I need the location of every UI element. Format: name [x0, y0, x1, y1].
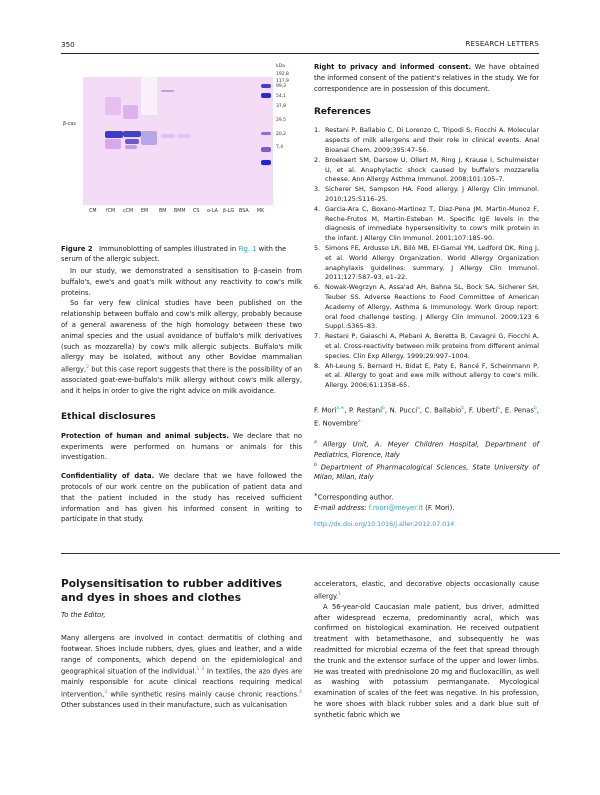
reference-text: Restani P, Gaiaschi A, Plebani A, Beretta B, Cavagni G, Fiocchi A, et al. Cross-reactivity between milk proteins from different animal species. Clin Exp Allergy. 1999;29:997–1004.	[325, 332, 539, 360]
email-link[interactable]: f.mori@meyer.it	[368, 503, 424, 512]
author-name: E. Novembre	[314, 419, 358, 428]
band	[123, 105, 138, 119]
lane-label: BMM	[174, 209, 186, 214]
author-affil-mark[interactable]: b	[461, 405, 465, 411]
author-affil-mark[interactable]: b	[381, 405, 385, 411]
reference-number: 7.	[314, 332, 321, 341]
citation-link[interactable]: 4	[299, 690, 302, 696]
lane-label: CM	[89, 209, 97, 214]
email-line	[314, 503, 539, 514]
kda-marker: 20,2	[276, 132, 287, 137]
figure-caption	[61, 244, 302, 264]
reference-item	[314, 362, 539, 391]
affiliations	[314, 438, 539, 483]
affiliation	[314, 438, 539, 460]
left-column	[61, 266, 302, 525]
reference-number: 5.	[314, 243, 321, 252]
references-list	[314, 126, 539, 391]
band	[141, 131, 157, 145]
band	[261, 84, 271, 88]
paragraph-text: while synthetic resins mainly cause chronic reactions.	[107, 690, 300, 699]
section-title: Ethical disclosures	[61, 411, 156, 422]
band	[125, 145, 137, 149]
lane-label: MK	[257, 209, 265, 214]
reference-item	[314, 205, 539, 244]
band	[261, 147, 271, 152]
page-header	[61, 40, 539, 54]
band	[161, 90, 174, 92]
references-title: References	[314, 107, 371, 118]
beta-casein-label: β-cas	[63, 122, 76, 127]
citation-link[interactable]: 3	[104, 690, 108, 696]
paragraph	[61, 471, 302, 525]
immunoblot-figure	[63, 62, 302, 252]
lane-label: cCM	[123, 209, 134, 214]
lane-label: fCM	[106, 209, 116, 214]
author-name: E. Penas	[504, 406, 535, 415]
band	[105, 97, 121, 115]
band	[141, 77, 157, 115]
author-affil-mark[interactable]: b	[534, 405, 537, 411]
reference-item	[314, 244, 539, 283]
band	[105, 131, 123, 138]
paragraph	[61, 298, 302, 396]
reference-number: 6.	[314, 283, 321, 292]
affiliation	[314, 461, 539, 483]
correspondence	[314, 491, 539, 513]
salutation: To the Editor,	[61, 611, 106, 619]
paragraph	[314, 62, 539, 94]
kda-marker: 99,3	[276, 84, 287, 89]
kda-marker: 37,8	[276, 104, 287, 109]
reference-number: 2.	[314, 155, 321, 164]
reference-text: Garcia-Ara C, Boxano-Martinez T, Diaz-Pena JM, Martin-Munoz F, Reche-Frutos M, Martin-Esteban M. Specific IgE levels in the diagnosis of immediate hypersensitivity to cow's milk protein in the infant. J Allergy Clin Immunol. 2001;107:185–90.	[325, 204, 539, 243]
paragraph-text: We declare that we have followed the protocols of our work centre on the publication of patient data and that the patient included in the study has received sufficient information and has given his informed consent in writing to participate in that study.	[61, 472, 302, 524]
author-affil-mark[interactable]: a	[417, 405, 420, 411]
citation-link[interactable]: 2	[86, 365, 89, 371]
caption-text: with the serum of the allergic subject.	[61, 245, 287, 263]
reference-item	[314, 332, 539, 361]
reference-item	[314, 126, 539, 155]
reference-text: Broekaert SM, Darsow U, Ollert M, Ring J, Krause I, Schulmeister U, et al. Anaphylactic shock caused by buffalo's mozzarella cheese. Ann Allergy Asthma Immunol. 2008;101:105–7.	[325, 155, 539, 184]
right-column	[314, 62, 539, 531]
lane-label: β-LG	[223, 209, 235, 214]
reference-text: Simons FE, Ardusso LR, Bilò MB, El-Gamal YM, Ledford DK, Ring J, et al. World Allergy Organization. World Allergy Organization anaphylaxis guidelines: summary. J Allergy Clin Immunol. 2011;127:587–93, e1–22.	[325, 243, 539, 282]
paragraph-text: In textiles, the azo dyes are mainly responsible for acute clinical reactions requiring medical intervention,	[61, 667, 302, 699]
kda-marker: 54,1	[276, 94, 287, 99]
paragraph-text: We have obtained the informed consent of the patient's relatives in the study. We for correspondence are in possession of this document.	[314, 63, 539, 93]
article2-left-column	[61, 633, 302, 711]
corresponding-text: Corresponding author.	[317, 493, 394, 502]
paragraph	[61, 431, 302, 463]
author-list: F. Mori$^{a,∗}$, P. Restani$^b$, N. Pucci$^a$, C. Ballabio$^b$, F. Uberti$^b$, E. Penas$^b$, E. Novembre$^a$	[314, 405, 540, 428]
band	[161, 134, 175, 138]
paragraph-label: Right to privacy and informed consent.	[314, 63, 472, 71]
affiliation-mark: b	[314, 462, 317, 468]
lane-label: BM	[159, 209, 167, 214]
reference-item	[314, 283, 539, 332]
reference-text: Nowak-Wegrzyn A, Assa'ad AH, Bahna SL, Bock SA, Sicherer SH, Teuber SS. Adverse Reactions to Food Committee of American Academy of Allergy, Asthma & Immunology. Work Group report: oral food challenge testing. J Allergy Clin Immunol. 2009;123 6 Suppl.:S365–83.	[325, 283, 539, 331]
paragraph-label: Protection of human and animal subjects.	[61, 431, 229, 440]
lane-label: CS	[193, 209, 200, 214]
band	[261, 132, 271, 135]
reference-text: Restani P, Ballabio C, Di Lorenzo C, Tripodi S, Fiocchi A. Molecular aspects of milk allergens and their role in clinical events. Anal Bioanal Chem. 2009;395:47–56.	[325, 126, 539, 154]
affiliation-text: Department of Pharmacological Sciences, State University of Milan, Milan, Italy	[314, 462, 539, 482]
article2-right-column	[314, 579, 539, 721]
paragraph-text: We declare that no experiments were performed on humans or animals for this investigation.	[61, 431, 302, 462]
paragraph-label: Confidentiality of data.	[61, 472, 155, 481]
reference-number: 3.	[314, 185, 321, 194]
figure-label: Figure 2	[61, 245, 93, 253]
reference-item	[314, 185, 539, 205]
band	[177, 134, 191, 138]
reference-number: 4.	[314, 204, 321, 213]
paragraph-text: So far very few clinical studies have been published on the relationship between buffalo and cow's milk allergy, probably because of a general awareness of the high homology between these two animal species and the usual avoidance of buffalo's milk derivatives (such as mozzarella) by cow's milk allergic subjects. Buffalo's milk allergy may be isolated, without any other Bovidae mammalian allergy,	[61, 299, 302, 374]
paragraph: A 56-year-old Caucasian male patient, bus driver, admitted after widespread eczema, predominantly acral, which was confirmed on histological examination. He received outpatient treatment with betamethasone, and subsequently he was readmitted for microbial eczema of the feet that spread through the trunk and the extensor surface of the upper and lower limbs. He was treated with prednisolone 20 mg and flucloxacillin, as well as washing with potassium permanganate. Mycological examination of scales of the feet was negative. In his profession, he wore shoes with black rubber soles and a dark blue suit of synthetic fabric which we	[314, 602, 539, 719]
figure-link[interactable]: Fig. 1	[238, 245, 257, 253]
corresponding-note: ∗Corresponding author.	[314, 492, 394, 502]
author-name: F. Mori	[314, 406, 337, 415]
running-head: RESEARCH LETTERS	[465, 40, 539, 48]
citation-link[interactable]: 1	[338, 591, 342, 597]
doi-link[interactable]: http://dx.doi.org/10.1016/j.aller.2012.07.014	[314, 521, 455, 529]
author-affil-mark[interactable]: a	[357, 419, 361, 425]
author-name: P. Restani	[349, 406, 382, 415]
author-affil-mark[interactable]: a,∗	[336, 405, 345, 411]
author-affil-mark[interactable]: b	[497, 405, 501, 411]
paragraph-text: accelerators, elastic, and decorative objects occasionally cause allergy.	[314, 580, 539, 601]
paragraph-text: Other substances used in their manufacture, such as vulcanisation	[61, 701, 287, 710]
affiliation-text: Allergy Unit, A. Meyer Children Hospital, Department of Pediatrics, Florence, Italy	[314, 440, 540, 460]
author-name: C. Ballabio	[424, 406, 462, 415]
page-number: 350	[61, 40, 75, 49]
gel-image	[83, 77, 273, 205]
kda-marker: 192,8	[276, 72, 289, 77]
reference-text: Sicherer SH, Sampson HA. Food allergy. J Allergy Clin Immunol. 2010;125:S116–25.	[325, 185, 539, 203]
email-label: E-mail address:	[314, 503, 367, 512]
reference-number: 1.	[314, 126, 321, 135]
paragraph-text: but this case report suggests that there is the possibility of an associated goat-ewe-buffalo's milk allergy without cow's milk allergy, and it helps in order to give the right advice on milk avoidance.	[61, 365, 302, 396]
author-name: N. Pucci	[389, 406, 418, 415]
band	[261, 160, 271, 165]
lane-label: BSA	[239, 209, 249, 214]
email-suffix: (F. Mori).	[423, 503, 455, 512]
kda-unit-label: kDa	[276, 64, 285, 69]
kda-marker: 117,9	[276, 79, 289, 84]
lane-label: α-LA	[207, 209, 218, 214]
paragraph	[61, 633, 302, 711]
citation-link[interactable]: 1–3	[196, 667, 205, 673]
band	[125, 139, 139, 144]
author-name: F. Uberti	[468, 406, 498, 415]
reference-text: Ah-Leung S, Bernard H, Bidat E, Paty E, Rancé F, Scheinmann P, et al. Allergy to goat and ewe milk without allergy to cow's milk. Allergy. 2006;61:1358–65.	[325, 361, 539, 390]
reference-item	[314, 156, 539, 185]
reference-number: 8.	[314, 361, 321, 370]
kda-marker: 7,4	[276, 145, 284, 150]
paragraph-text: Many allergens are involved in contact dermatitis of clothing and footwear. Shoes include rubbers, dyes, glues and leather, and a wide range of components, which depend on the epidemiological and geographical situation of the individual.	[61, 634, 302, 676]
article-divider	[61, 553, 560, 554]
band	[261, 93, 271, 98]
caption-text: Immunoblotting of samples illustrated in	[98, 245, 239, 253]
article-title: Polysensitisation to rubber additives and dyes in shoes and clothes	[61, 578, 282, 604]
affiliation-mark: a	[314, 440, 317, 446]
paragraph: In our study, we demonstrated a sensitisation to β-casein from buffalo's, ewe's and goat's milk without any reactivity to cow's milk proteins.	[61, 267, 302, 297]
paragraph	[314, 579, 539, 602]
kda-marker: 29,5	[276, 118, 287, 123]
lane-label: EM	[141, 209, 149, 214]
band	[105, 139, 121, 149]
band	[123, 131, 141, 137]
